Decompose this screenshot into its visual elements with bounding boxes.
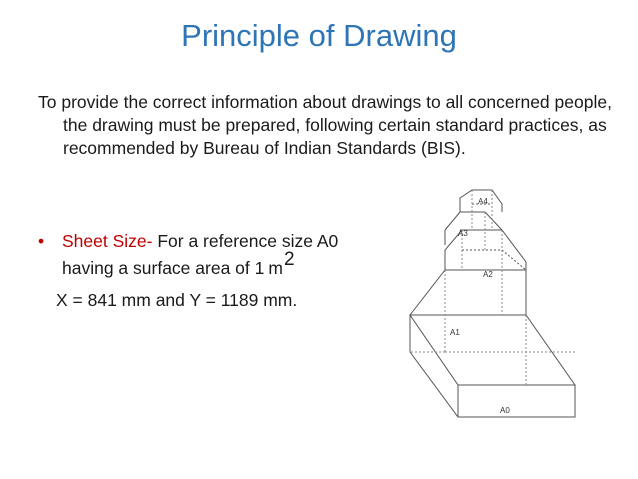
surface-area-text: having a surface area of 1 xyxy=(62,258,265,278)
slide-title: Principle of Drawing xyxy=(181,18,457,53)
label-a3: A3 xyxy=(458,229,468,238)
intro-paragraph: To provide the correct information about drawings to all concerned people, the drawing must be prepared, following certain standard practices, as recommended by Bureau of Indian Standards (BIS). xyxy=(38,92,612,158)
dimensions-line: X = 841 mm and Y = 1189 mm. xyxy=(56,290,298,310)
paper-size-diagram xyxy=(400,185,585,420)
label-a4: A4 xyxy=(478,197,488,206)
surface-area-line xyxy=(62,249,295,280)
sheet-size-label: Sheet Size- xyxy=(62,231,153,251)
label-a2: A2 xyxy=(483,270,493,279)
unit-exponent: 2 xyxy=(283,249,295,270)
label-a1: A1 xyxy=(450,328,460,337)
bullet-marker: • xyxy=(38,231,45,251)
sheet-size-text: For a reference size A0 xyxy=(152,231,339,251)
a0-sheet xyxy=(410,315,575,385)
a1-block xyxy=(410,315,575,417)
unit-symbol: m xyxy=(268,258,283,278)
label-a0: A0 xyxy=(500,406,510,415)
